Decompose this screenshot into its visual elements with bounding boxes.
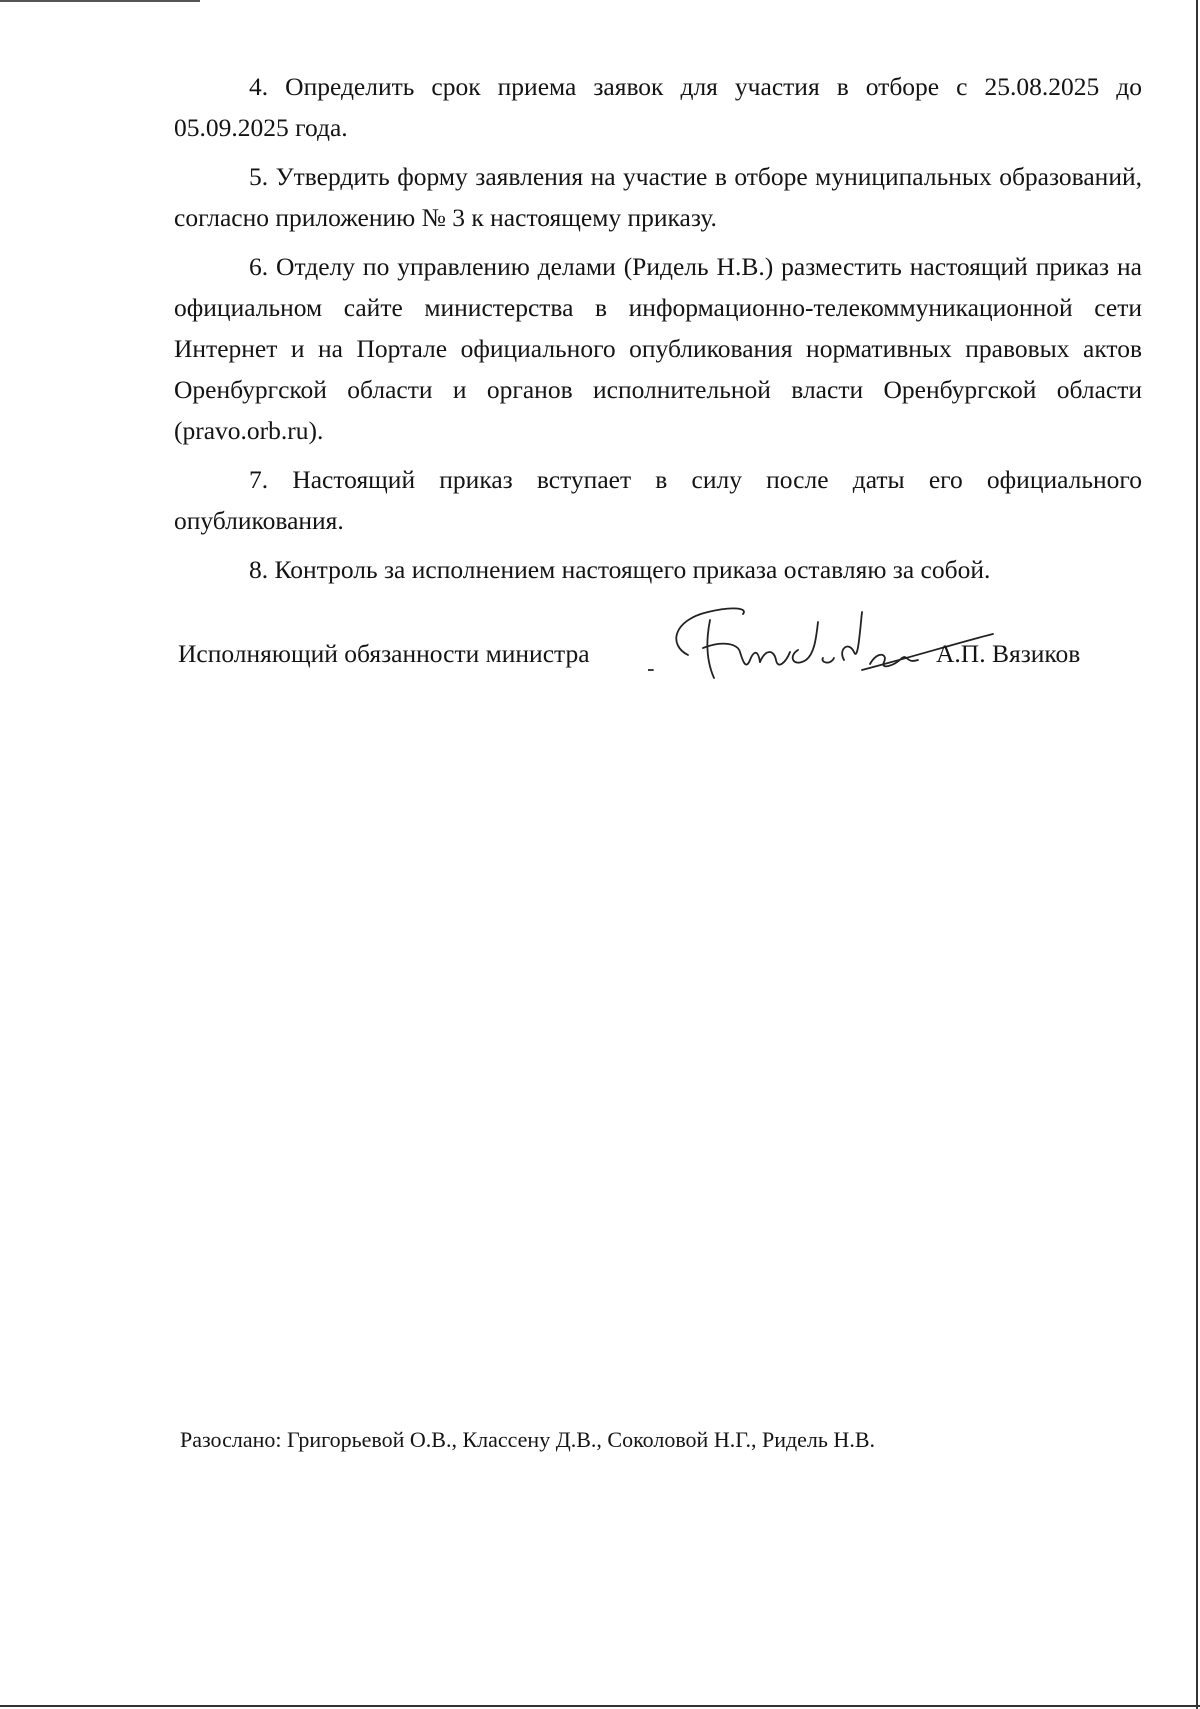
paragraph-4: 4. Определить срок приема заявок для участия в отборе с 25.08.2025 до 05.09.2025 года.	[174, 72, 1142, 142]
signatory-name: А.П. Вязиков	[936, 639, 1081, 668]
document-body	[174, 66, 1142, 598]
signatory-title: Исполняющий обязанности министра	[178, 639, 590, 668]
paragraph-6: 6. Отделу по управлению делами (Ридель Н.В.) разместить настоящий приказ на официальном сайте министерства в информационно-телекоммуникационной сети Интернет и на Портале официального опубликования нормативных правовых актов Оренбургской области и органов исполнительной власти Оренбургской области (pravo.orb.ru).	[174, 252, 1142, 445]
paragraph-8: 8. Контроль за исполнением настоящего приказа оставляю за собой.	[249, 555, 991, 584]
scan-border-right	[1196, 0, 1198, 1709]
signature-block	[178, 600, 1138, 690]
paragraph-7: 7. Настоящий приказ вступает в силу после даты его официального опубликования.	[174, 465, 1142, 535]
scan-border-bottom	[0, 1705, 1200, 1707]
distribution-list: Разослано: Григорьевой О.В., Классену Д.В., Соколовой Н.Г., Ридель Н.В.	[180, 1427, 875, 1452]
paragraph-5: 5. Утвердить форму заявления на участие в отборе муниципальных образований, согласно приложению № 3 к настоящему приказу.	[174, 162, 1142, 232]
scan-border-top	[0, 0, 200, 2]
